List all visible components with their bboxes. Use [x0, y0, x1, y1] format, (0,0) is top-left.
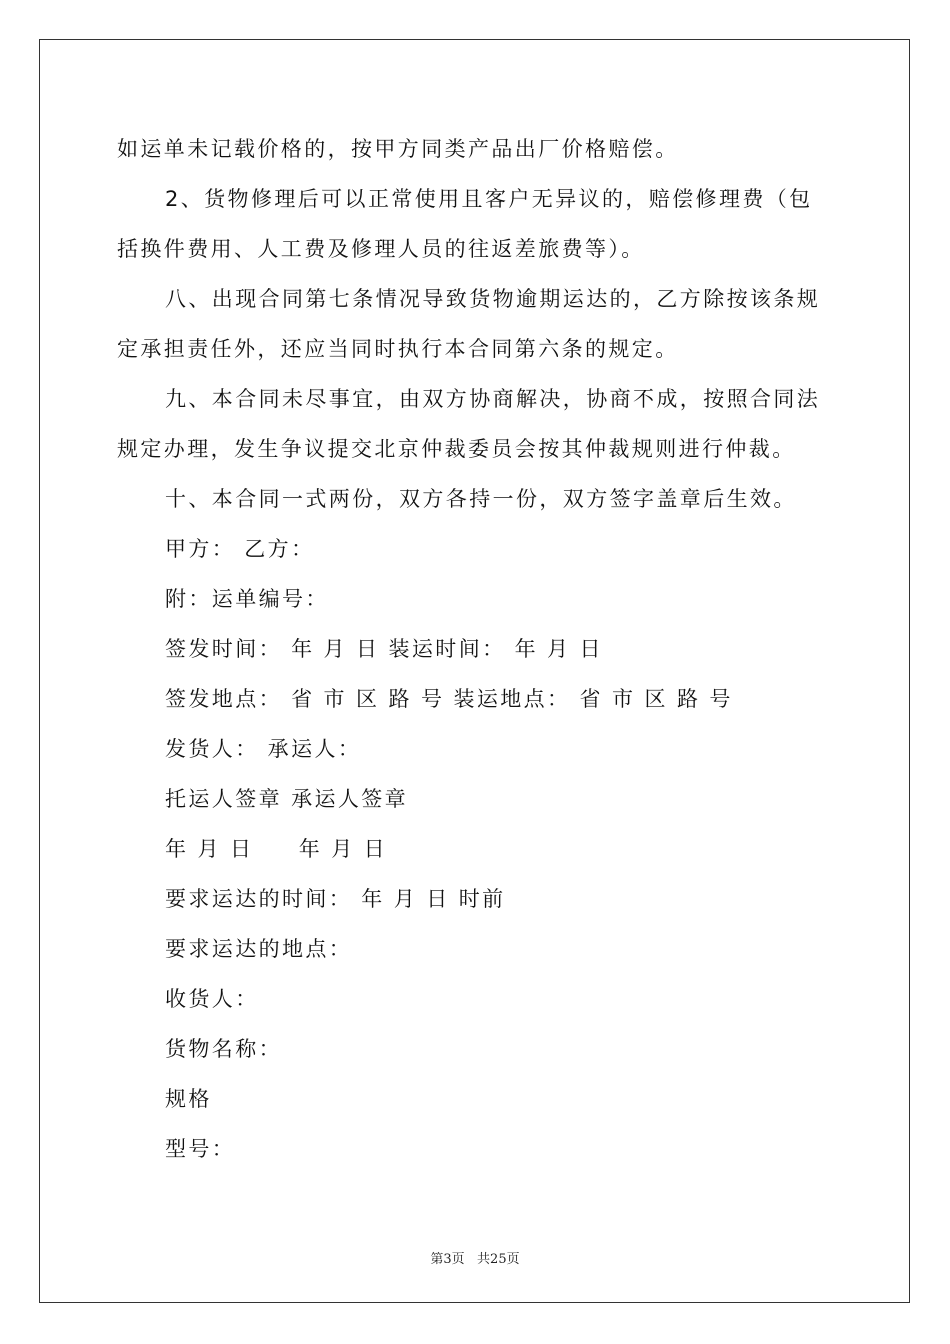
text-line: 十、本合同一式两份，双方各持一份，双方签字盖章后生效。: [165, 487, 797, 511]
document-body: [117, 124, 837, 1174]
text-line: 规格: [165, 1087, 212, 1111]
text-line: 要求运达的时间： 年 月 日 时前: [165, 887, 506, 911]
page-number-footer: 第3页 共25页: [430, 1252, 520, 1267]
text-line: 如运单未记载价格的，按甲方同类产品出厂价格赔偿。: [117, 137, 679, 161]
text-line: 年 月 日 年 月 日: [165, 837, 388, 861]
text-line: 甲方： 乙方：: [165, 537, 315, 561]
text-line: 型号：: [165, 1137, 236, 1161]
text-line: 九、本合同未尽事宜，由双方协商解决，协商不成，按照合同法: [165, 387, 821, 411]
text-line: 发货人： 承运人：: [165, 737, 362, 761]
text-line: 收货人：: [165, 987, 259, 1011]
text-line: 托运人签章 承运人签章: [165, 787, 409, 811]
text-line: 括换件费用、人工费及修理人员的往返差旅费等）。: [117, 237, 645, 261]
text-line: 货物名称：: [165, 1037, 282, 1061]
text-line: 签发地点： 省 市 区 路 号 装运地点： 省 市 区 路 号: [165, 687, 733, 711]
text-line: 定承担责任外，还应当同时执行本合同第六条的规定。: [117, 337, 679, 361]
text-line: 附：运单编号：: [165, 587, 329, 611]
text-line: 八、出现合同第七条情况导致货物逾期运达的，乙方除按该条规: [165, 287, 821, 311]
text-line: 签发时间： 年 月 日 装运时间： 年 月 日: [165, 637, 603, 661]
text-line: 规定办理，发生争议提交北京仲裁委员会按其仲裁规则进行仲裁。: [117, 437, 796, 461]
text-line: 2、货物修理后可以正常使用且客户无异议的，赔偿修理费（包: [165, 187, 813, 211]
text-line: 要求运达的地点：: [165, 937, 353, 961]
